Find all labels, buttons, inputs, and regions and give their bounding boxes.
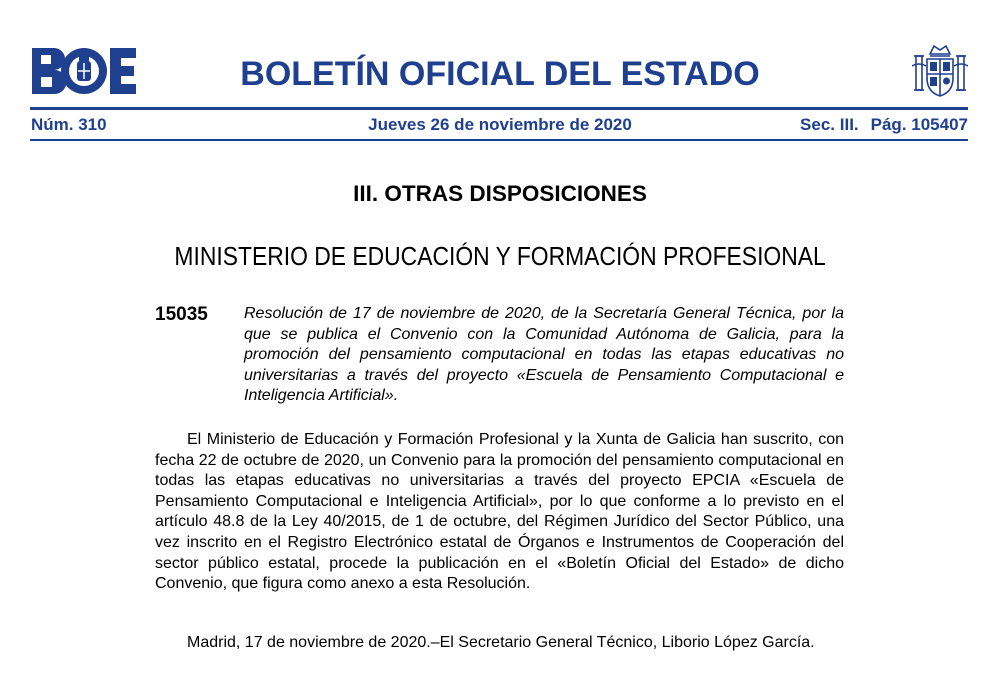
- issue-number: Núm. 310: [31, 115, 107, 134]
- coat-of-arms-icon: [912, 40, 968, 100]
- boe-logo-icon: [30, 46, 138, 96]
- entry-code: 15035: [155, 304, 208, 325]
- section-ref: Sec. III.: [800, 115, 859, 134]
- header-rule-bottom: [30, 139, 968, 141]
- page-ref: Pág. 105407: [870, 115, 968, 134]
- body-paragraph-2: Madrid, 17 de noviembre de 2020.–El Secretario General Técnico, Liborio López García.: [187, 634, 815, 651]
- header-rule-top: [30, 107, 968, 110]
- section-title: III. OTRAS DISPOSICIONES: [353, 181, 647, 206]
- body-paragraph-1: El Ministerio de Educación y Formación Profesional y la Xunta de Galicia han suscrito, con fecha 22 de octubre de 2020, un Convenio para la promoción del pensamiento computacional en todas las etapas educativas no universitarias a través del proyecto EPCIA «Escuela de Pensamiento Computacional e Inteligencia Artificial», por lo que conforme a lo previsto en el artículo 48.8 de la Ley 40/2015, de 1 de octubre, del Régimen Jurídico del Sector Público, una vez inscrito en el Registro Electrónico estatal de Órganos e Instrumentos de Cooperación del sector público estatal, procede la publicación en el «Boletín Oficial del Estado» de dicho Convenio, que figura como anexo a esta Resolución.: [155, 431, 844, 593]
- issue-date: Jueves 26 de noviembre de 2020: [368, 115, 632, 134]
- section-page-ref: [800, 114, 968, 136]
- ministry-name: MINISTERIO DE EDUCACIÓN Y FORMACIÓN PROFESIONAL: [174, 241, 826, 271]
- ministry-heading: [0, 238, 1000, 274]
- resolution-summary: Resolución de 17 de noviembre de 2020, de la Secretaría General Técnica, por la que se publica el Convenio con la Comunidad Autónoma de Galicia, para la promoción del pensamiento computacional en todas las etapas educativas no universitarias a través del proyecto «Escuela de Pensamiento Computacional e Inteligencia Artificial».: [244, 305, 844, 405]
- bulletin-title: BOLETÍN OFICIAL DEL ESTADO: [240, 55, 760, 93]
